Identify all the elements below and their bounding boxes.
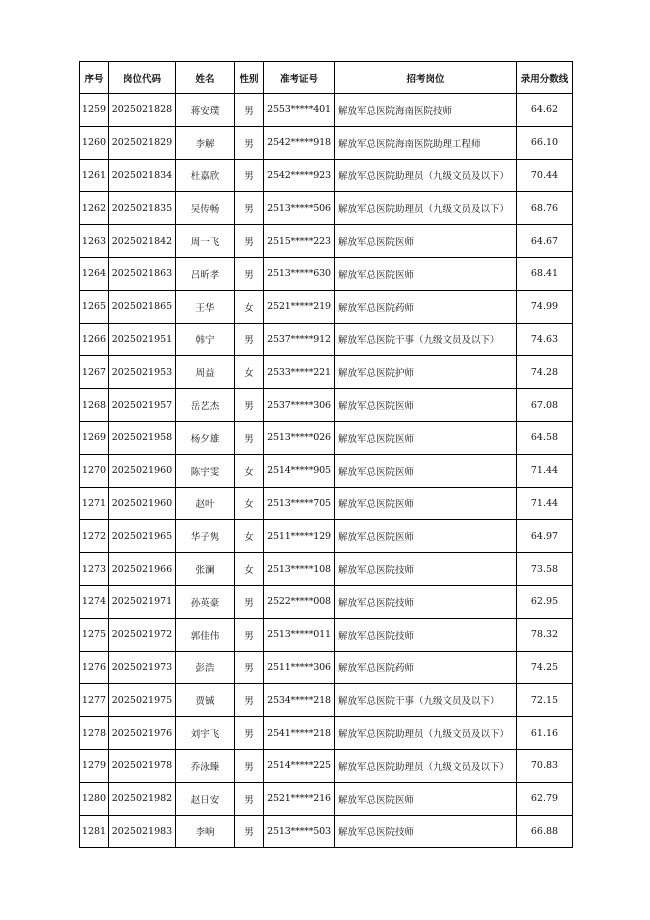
header-name: 姓名: [176, 62, 235, 94]
cell-ticket: 2513*****108: [264, 553, 335, 586]
cell-position: 解放军总医院技师: [335, 618, 517, 651]
cell-seq: 1261: [80, 159, 109, 192]
table-row: [80, 585, 573, 618]
cell-position: 解放军总医院助理员（九级文员及以下）: [335, 717, 517, 750]
table-row: [80, 717, 573, 750]
cell-job-code: 2025021829: [109, 126, 176, 159]
cell-score: 62.79: [517, 782, 573, 815]
cell-position: 解放军总医院助理员（九级文员及以下）: [335, 159, 517, 192]
cell-score: 64.97: [517, 520, 573, 553]
cell-ticket: 2553*****401: [264, 94, 335, 127]
table-row: [80, 553, 573, 586]
cell-gender: 男: [235, 192, 264, 225]
table-row: [80, 389, 573, 422]
header-gender: 性别: [235, 62, 264, 94]
cell-gender: 女: [235, 356, 264, 389]
cell-ticket: 2511*****306: [264, 651, 335, 684]
cell-score: 78.32: [517, 618, 573, 651]
cell-gender: 男: [235, 159, 264, 192]
cell-gender: 男: [235, 585, 264, 618]
cell-name: 孙英豪: [176, 585, 235, 618]
cell-gender: 女: [235, 454, 264, 487]
table-row: [80, 520, 573, 553]
cell-name: 杜嘉欣: [176, 159, 235, 192]
cell-ticket: 2515*****223: [264, 225, 335, 258]
cell-name: 赵叶: [176, 487, 235, 520]
cell-score: 61.16: [517, 717, 573, 750]
cell-seq: 1270: [80, 454, 109, 487]
cell-position: 解放军总医院海南医院技师: [335, 94, 517, 127]
cell-gender: 男: [235, 323, 264, 356]
cell-name: 贾铖: [176, 684, 235, 717]
cell-gender: 男: [235, 257, 264, 290]
cell-job-code: 2025021960: [109, 454, 176, 487]
cell-gender: 女: [235, 520, 264, 553]
cell-seq: 1280: [80, 782, 109, 815]
cell-position: 解放军总医院药师: [335, 651, 517, 684]
table-row: [80, 651, 573, 684]
cell-job-code: 2025021975: [109, 684, 176, 717]
cell-job-code: 2025021966: [109, 553, 176, 586]
cell-seq: 1279: [80, 749, 109, 782]
cell-job-code: 2025021983: [109, 815, 176, 848]
cell-seq: 1269: [80, 421, 109, 454]
cell-score: 71.44: [517, 487, 573, 520]
cell-job-code: 2025021978: [109, 749, 176, 782]
table-row: [80, 94, 573, 127]
cell-job-code: 2025021973: [109, 651, 176, 684]
cell-name: 李解: [176, 126, 235, 159]
cell-seq: 1263: [80, 225, 109, 258]
cell-score: 72.15: [517, 684, 573, 717]
cell-name: 彭浩: [176, 651, 235, 684]
cell-score: 70.44: [517, 159, 573, 192]
cell-position: 解放军总医院助理员（九级文员及以下）: [335, 192, 517, 225]
cell-seq: 1262: [80, 192, 109, 225]
cell-seq: 1260: [80, 126, 109, 159]
cell-gender: 男: [235, 717, 264, 750]
cell-name: 吕昕孝: [176, 257, 235, 290]
cell-position: 解放军总医院医师: [335, 225, 517, 258]
cell-score: 68.41: [517, 257, 573, 290]
cell-seq: 1274: [80, 585, 109, 618]
cell-position: 解放军总医院护师: [335, 356, 517, 389]
cell-ticket: 2513*****630: [264, 257, 335, 290]
cell-name: 华子隽: [176, 520, 235, 553]
cell-score: 74.99: [517, 290, 573, 323]
cell-job-code: 2025021960: [109, 487, 176, 520]
cell-score: 64.58: [517, 421, 573, 454]
cell-name: 乔泳臻: [176, 749, 235, 782]
cell-job-code: 2025021953: [109, 356, 176, 389]
cell-job-code: 2025021982: [109, 782, 176, 815]
cell-score: 68.76: [517, 192, 573, 225]
cell-job-code: 2025021972: [109, 618, 176, 651]
cell-gender: 男: [235, 421, 264, 454]
cell-gender: 男: [235, 94, 264, 127]
cell-name: 韩宁: [176, 323, 235, 356]
cell-score: 64.62: [517, 94, 573, 127]
cell-ticket: 2541*****218: [264, 717, 335, 750]
cell-score: 73.58: [517, 553, 573, 586]
cell-job-code: 2025021951: [109, 323, 176, 356]
cell-position: 解放军总医院医师: [335, 257, 517, 290]
cell-seq: 1259: [80, 94, 109, 127]
cell-seq: 1271: [80, 487, 109, 520]
cell-seq: 1278: [80, 717, 109, 750]
cell-ticket: 2537*****912: [264, 323, 335, 356]
cell-position: 解放军总医院技师: [335, 553, 517, 586]
cell-ticket: 2534*****218: [264, 684, 335, 717]
table-row: [80, 421, 573, 454]
table-row: [80, 356, 573, 389]
table-row: [80, 454, 573, 487]
cell-job-code: 2025021842: [109, 225, 176, 258]
table-row: [80, 782, 573, 815]
cell-job-code: 2025021957: [109, 389, 176, 422]
cell-score: 62.95: [517, 585, 573, 618]
cell-position: 解放军总医院海南医院助理工程师: [335, 126, 517, 159]
cell-gender: 男: [235, 684, 264, 717]
cell-gender: 男: [235, 389, 264, 422]
cell-gender: 男: [235, 618, 264, 651]
cell-job-code: 2025021835: [109, 192, 176, 225]
cell-job-code: 2025021865: [109, 290, 176, 323]
table-row: [80, 618, 573, 651]
cell-seq: 1277: [80, 684, 109, 717]
cell-ticket: 2513*****506: [264, 192, 335, 225]
cell-ticket: 2537*****306: [264, 389, 335, 422]
cell-ticket: 2522*****008: [264, 585, 335, 618]
cell-seq: 1281: [80, 815, 109, 848]
cell-ticket: 2542*****923: [264, 159, 335, 192]
cell-job-code: 2025021958: [109, 421, 176, 454]
cell-seq: 1266: [80, 323, 109, 356]
cell-gender: 男: [235, 815, 264, 848]
cell-score: 64.67: [517, 225, 573, 258]
cell-score: 74.63: [517, 323, 573, 356]
cell-name: 吴传畅: [176, 192, 235, 225]
cell-gender: 女: [235, 487, 264, 520]
cell-job-code: 2025021971: [109, 585, 176, 618]
cell-name: 岳艺杰: [176, 389, 235, 422]
table-row: [80, 257, 573, 290]
table-row: [80, 815, 573, 848]
cell-position: 解放军总医院技师: [335, 815, 517, 848]
cell-job-code: 2025021828: [109, 94, 176, 127]
header-score: 录用分数线: [517, 62, 573, 94]
cell-seq: 1267: [80, 356, 109, 389]
cell-gender: 男: [235, 749, 264, 782]
cell-name: 周一飞: [176, 225, 235, 258]
cell-seq: 1275: [80, 618, 109, 651]
cell-gender: 男: [235, 126, 264, 159]
cell-position: 解放军总医院医师: [335, 421, 517, 454]
results-table: [79, 61, 573, 848]
table-row: [80, 684, 573, 717]
cell-name: 蒋安璞: [176, 94, 235, 127]
cell-name: 杨夕雄: [176, 421, 235, 454]
cell-ticket: 2511*****129: [264, 520, 335, 553]
cell-gender: 男: [235, 225, 264, 258]
table-row: [80, 159, 573, 192]
cell-position: 解放军总医院医师: [335, 487, 517, 520]
cell-name: 赵日安: [176, 782, 235, 815]
cell-seq: 1276: [80, 651, 109, 684]
cell-job-code: 2025021863: [109, 257, 176, 290]
cell-seq: 1272: [80, 520, 109, 553]
cell-seq: 1265: [80, 290, 109, 323]
cell-name: 李响: [176, 815, 235, 848]
cell-gender: 女: [235, 553, 264, 586]
cell-gender: 女: [235, 290, 264, 323]
cell-position: 解放军总医院药师: [335, 290, 517, 323]
cell-position: 解放军总医院干事（九级文员及以下）: [335, 684, 517, 717]
cell-ticket: 2514*****905: [264, 454, 335, 487]
header-job-code: 岗位代码: [109, 62, 176, 94]
cell-position: 解放军总医院干事（九级文员及以下）: [335, 323, 517, 356]
cell-seq: 1264: [80, 257, 109, 290]
header-ticket: 准考证号: [264, 62, 335, 94]
header-seq: 序号: [80, 62, 109, 94]
cell-position: 解放军总医院医师: [335, 389, 517, 422]
cell-score: 71.44: [517, 454, 573, 487]
table-row: [80, 323, 573, 356]
table-row: [80, 487, 573, 520]
cell-job-code: 2025021834: [109, 159, 176, 192]
cell-ticket: 2521*****216: [264, 782, 335, 815]
cell-score: 70.83: [517, 749, 573, 782]
cell-ticket: 2514*****225: [264, 749, 335, 782]
cell-name: 张澜: [176, 553, 235, 586]
table-body: [80, 94, 573, 848]
cell-gender: 男: [235, 782, 264, 815]
cell-position: 解放军总医院助理员（九级文员及以下）: [335, 749, 517, 782]
cell-job-code: 2025021976: [109, 717, 176, 750]
cell-name: 刘宇飞: [176, 717, 235, 750]
cell-score: 66.88: [517, 815, 573, 848]
table-row: [80, 192, 573, 225]
cell-seq: 1268: [80, 389, 109, 422]
table-row: [80, 749, 573, 782]
cell-position: 解放军总医院医师: [335, 782, 517, 815]
table-row: [80, 225, 573, 258]
table-row: [80, 290, 573, 323]
cell-position: 解放军总医院医师: [335, 454, 517, 487]
cell-ticket: 2521*****219: [264, 290, 335, 323]
cell-ticket: 2533*****221: [264, 356, 335, 389]
cell-seq: 1273: [80, 553, 109, 586]
cell-name: 周益: [176, 356, 235, 389]
header-position: 招考岗位: [335, 62, 517, 94]
cell-name: 王华: [176, 290, 235, 323]
cell-name: 郭佳伟: [176, 618, 235, 651]
cell-score: 74.25: [517, 651, 573, 684]
cell-ticket: 2513*****705: [264, 487, 335, 520]
cell-position: 解放军总医院医师: [335, 520, 517, 553]
cell-score: 67.08: [517, 389, 573, 422]
cell-gender: 男: [235, 651, 264, 684]
cell-ticket: 2513*****026: [264, 421, 335, 454]
table-row: [80, 126, 573, 159]
cell-score: 66.10: [517, 126, 573, 159]
cell-ticket: 2513*****503: [264, 815, 335, 848]
cell-ticket: 2513*****011: [264, 618, 335, 651]
cell-job-code: 2025021965: [109, 520, 176, 553]
cell-position: 解放军总医院技师: [335, 585, 517, 618]
cell-score: 74.28: [517, 356, 573, 389]
cell-ticket: 2542*****918: [264, 126, 335, 159]
cell-name: 陈宇雯: [176, 454, 235, 487]
header-row: [80, 62, 573, 94]
